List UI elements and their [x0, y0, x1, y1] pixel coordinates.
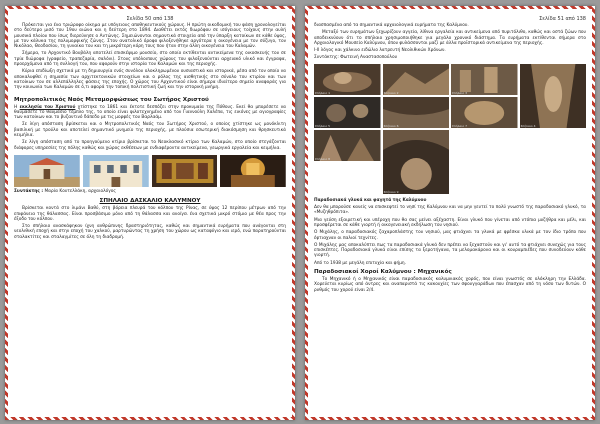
- paragraph: Μια γεύση εξαιρετική και υπέροχη που θα σας μείνει αξέχαστη. Είναι γλυκό που γίνεται από ντόπια μυζήθρα και μέλι, και προσφέρεται σε κάθε γιορτή ή οικογενειακή εκδήλωση του νησιού.: [314, 217, 586, 228]
- gallery-photo-label: Σπήλαιο 8: [315, 156, 331, 161]
- paragraph: Συντάκτης: Φωτεινή Αναστασοπούλου: [314, 55, 398, 61]
- paragraph: Σήμερα, το Αρχοντικό Βουβάλη αποτελεί επισκέψιμο μουσείο, στο οποίο εκτίθενται αντικείμενα της οικοσκευής του σε τρία διώροφα (γραφείο, τραπεζαρία, σαλόνι). Στους υπόλοιπους χώρους του φιλοξενούνται αρχειακό υλικό και έγγραφα, προερχόμενα από τη συλλογή του, που αφορούν στην ιστορία του Καλαμών και της περιοχής.: [14, 51, 286, 68]
- caption-label: Συντάκτης :: [14, 188, 44, 194]
- gallery-photo: [451, 64, 518, 95]
- paragraph: Το Μηχανικό ή ο Μηχανικός είναι παραδοσιακός καλυμνιακός χορός, που είναι γνωστός σε ολόκληρη την Ελλάδα. Χορεύεται κυρίως από άντρες και αναπαριστά τις κακουχίες των σφουγγαράδων που έπασχαν από τη νόσο των δυτών. Ο ρυθμός του χορού είναι 2/4.: [314, 277, 586, 293]
- section-heading-church: Μητροπολιτικός Ναός Μεταμορφώσεως του Σωτήρος Χριστού: [14, 96, 209, 103]
- document-page-left: [5, 6, 295, 420]
- gallery-photo: [314, 130, 381, 161]
- gallery-photo-label: Σπήλαιο 5: [315, 123, 331, 128]
- paragraph: Κύρια επιδίωξη σχετικά με τη δημιουργία ενός συνόλου ολοκληρωμένου ουσιαστικά και ιστορικά, μέσα από τον οποίο να αποκαλυφθεί η σημασία των αρχιτεκτονικών στοιχείων και ο ρόλος της αισθητικής στο σύνολο του κτιρίου και των κατοίκων του σε αλλεπάλληλες φάσεις της εποχής. Ο χώρος του Αρχοντικού είναι σήμερα ιδιαίτερο σημείο αναφοράς για την κοινωνία των Καλαμών σε ό,τι αφορά την τοπική πολιτιστική ζωή και την ιστορική μνήμη.: [14, 69, 286, 91]
- gallery-photo-label: Σπήλαιο 1: [315, 90, 331, 95]
- paragraph: Δεν θα μπορούσε κανείς να επισκεφτεί το νησί της Καλύμνου και να μην γευτεί το πολύ γνωστό της παραδοσιακό γλυκό, τα «Μυζηθρόπιτα».: [314, 205, 586, 216]
- gallery-photo: [451, 97, 518, 128]
- gallery-photo-label: Σπήλαιο 2: [383, 90, 399, 95]
- gallery-photo: [383, 97, 450, 128]
- paragraph: [14, 105, 286, 121]
- gallery-photo-label: Σπήλαιο 7: [452, 123, 468, 128]
- gallery-photo: [314, 97, 381, 128]
- photo-caption: [14, 189, 286, 194]
- photo-strip: [14, 155, 286, 187]
- interior-altar-photo: [220, 155, 286, 187]
- gallery-photo: [383, 64, 450, 95]
- section-heading-cave: ΣΠΗΛΑΙΟ ΔΑΣΚΑΛΙΟ ΚΑΛΥΜΝΟΥ: [99, 198, 201, 205]
- keyword: εκκλησία του Χριστού: [19, 104, 76, 110]
- paragraph: Σε λίγη απόσταση από το προηγούμενο κτίριο βρίσκεται το Νεοκλασικό κτίριο των Καλαμών, στο οποίο στεγάζονται διάφορες υπηρεσίες της πόλης καθώς και χώρος εκθέσεων με ενδιαφέροντα αντικείμενα, γεωργικά εργαλεία και κειμήλια.: [14, 140, 286, 151]
- paragraph: Ο Μιχάλης, ο παραδοσιακός ζαχαροπλάστης του νησιού, μας φτιάχνει τα γλυκά με φρέσκα υλικά με τον ίδιο τρόπο που έφτιαχναν οι παλιοί τεχνίτες.: [314, 230, 586, 241]
- page-content: [314, 15, 586, 412]
- paragraph: Ι-ΙΙ λόγος και χάλκινο ειδώλιο λατρευτή Νεολιθικών Χρόνων.: [314, 48, 446, 54]
- gallery-photo-label: Σπήλαιο 9: [383, 189, 399, 194]
- gallery-photo: [314, 64, 381, 95]
- page-content: [14, 15, 286, 412]
- paragraph: Πρόκειται για ένα τριώροφο οίκημα με υπόγειους αποθηκευτικούς χώρους. Η πρώτη οικοδομική του φάση χρονολογείται στο δεύτερο μισό του 19ου αιώνα και η δεύτερη στο 1894. Διαθέτει εκτός διωρόφου σε ισόγειους τοίχους στην αυλή μουσικά πλοίου που ίσως διερεύνησε ο Αντώνης. Σημειώνονται σημαντικά στοιχεία από την ύπαρξη κατοίκων σε κάθε ύψος, με τον κάλυκα της πολυμορφικής ζώνης. Στον ανατολικό όροφο φιλοξενήθηκε αργότερα η οικογένεια με τον σύζυγο, τον Νικόλαο, Θεοδοσίου, τη γυναίκα του και τη μικρότερη κόρη τους που ήταν στην άλλη οικογένεια του Καλαμών.: [14, 23, 286, 50]
- section-heading-sweets: Παραδοσιακά γλυκά και φαγητά της Καλύμνου: [314, 197, 427, 203]
- paragraph: Σε λίγη απόσταση βρίσκεται και ο Μητροπολιτικός Ναός του Σωτήρος Χριστού, ο οποίος χτίστηκε ως μονόκλιτη βασιλική με τρούλο και αποτελεί σημαντικό μνημείο της περιοχής, με πλούσια εσωτερική διακόσμηση και θρησκευτικά κειμήλια.: [14, 122, 286, 139]
- paragraph: Από το 1938 με μεγάλη επιτυχία και φήμη.: [314, 260, 407, 266]
- building-facade-photo: [83, 155, 149, 187]
- page-number: Σελίδα 50 από 138: [126, 16, 174, 22]
- document-page-right: [305, 6, 595, 420]
- caption-text: Μαρία Κουτελλάκη, αρχαιολόγος: [44, 188, 116, 194]
- gallery-photo-label: Σπήλαιο 3: [452, 90, 468, 95]
- section-heading-dance: Παραδοσιακοί Χοροί Καλύμνου : Μηχανικός: [314, 269, 452, 276]
- icon-screen-photo: [152, 155, 218, 187]
- page-number: Σελίδα 51 από 138: [539, 16, 586, 22]
- paragraph: Βρίσκεται κοντά στο λιμάνι Βαθύ, στη βόρεια πλευρά του κόλπου της Ρίνας, σε ύψος 12 περίπου μέτρων από την επιφάνεια της θάλασσας. Είναι προσβάσιμο μόνο από τη θάλασσα και ανοίγει ένα σχετικά μικρό στόμιο με θέα προς την έξοδο του κόλπου.: [14, 206, 286, 222]
- paragraph-text: χτίστηκε το 1861 και έκτοτε δεσπόζει στην προκυμαία της Πόθους. Εκεί θα μπορέσετε να θαυμάσετε το θαυμάσιο τέμπλο της, το οποίο είναι φιλοτεχνημένο από τον Γιαννούλη Χαλέπα, τις εικόνες με αγιογραφίες των κατοίκων και το βυζαντινό δάπεδο με τις μορφές του Βαρλαάμ.: [14, 104, 286, 121]
- paragraph: Μεταξύ των ευρημάτων ξεχωρίζουν αγγεία, λίθινα εργαλεία και αντικείμενα από πυριτόλιθο, καθώς και οστά ζώων που αποδεικνύουν ότι το σπήλαιο χρησιμοποιήθηκε για μεγάλο χρονικό διάστημα. Τα ευρήματα εκτίθενται σήμερα στο Αρχαιολογικό Μουσείο Καλύμνου, όπου φυλάσσονται μαζί με άλλα προϊστορικά αντικείμενα της περιοχής.: [314, 30, 586, 46]
- gallery-photo-label: Σπήλαιο 4: [520, 123, 536, 128]
- gallery-photo: [383, 130, 450, 194]
- gallery-photo-label: Σπήλαιο 6: [383, 123, 399, 128]
- lead-word: Η: [14, 104, 18, 110]
- church-exterior-photo: [14, 155, 80, 187]
- paragraph: Ο Μιχάλης μας αποκαλύπτει πως τα παραδοσιακά γλυκά δεν πρέπει να ξεχαστούν και γι' αυτό τα φτιάχνει συνεχώς για τους επισκέπτες. Παραδοσιακά γλυκά είναι επίσης τα ξεροτήγανα, τα μελομακάρονα και οι κουραμπιέδες που συνοδεύουν κάθε γιορτή.: [314, 242, 586, 259]
- gallery-photo: [520, 64, 587, 128]
- paragraph: διασπασμένα από τα σημαντικά αρχαιολογικά ευρήματα της Καλύμνου.: [314, 23, 469, 28]
- cave-photo-gallery: [314, 64, 586, 194]
- paragraph: Στο σπήλαιο ανασκάφηκαν ίχνη ανθρώπινης δραστηριότητας, καθώς και σημαντικά ευρήματα που ανάγονται στη νεολιθική εποχή και στην εποχή του χαλκού, μαρτυρώντας τη χρήση του χώρου ως καταφύγιο και ιερό, ενώ παρατηρούνται σταλακτίτες και σταλαγμίτες σε όλη τη διαδρομή.: [14, 224, 286, 240]
